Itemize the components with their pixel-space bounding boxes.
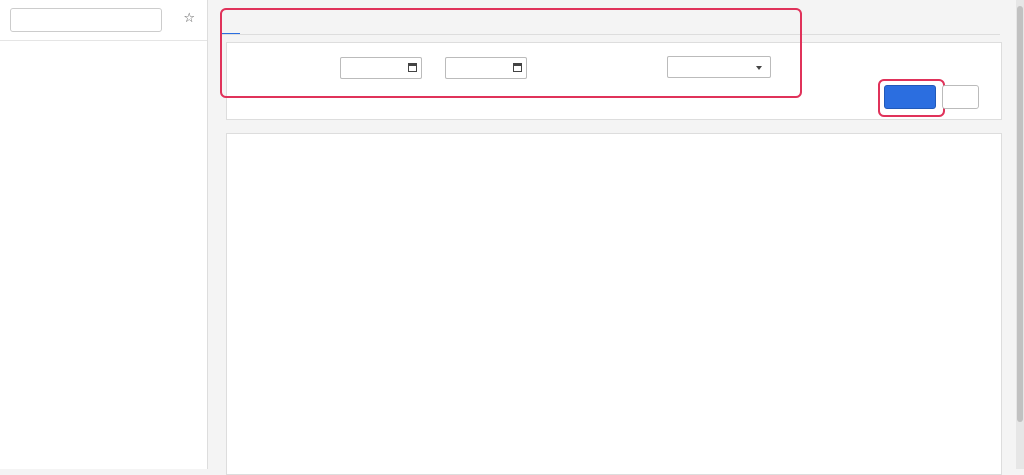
star-icon[interactable]: ☆ [183,11,195,26]
search-input[interactable] [10,8,162,32]
scrollbar-thumb[interactable] [1017,6,1023,422]
main-content [208,0,1016,469]
help-guide-panel [226,133,1002,475]
sidebar-search-bar [0,0,207,41]
highlight-box-report-button [878,79,945,117]
reset-button[interactable] [942,85,979,109]
highlight-box-filters [220,8,802,98]
sidebar [0,0,208,469]
scrollbar[interactable] [1016,0,1024,469]
